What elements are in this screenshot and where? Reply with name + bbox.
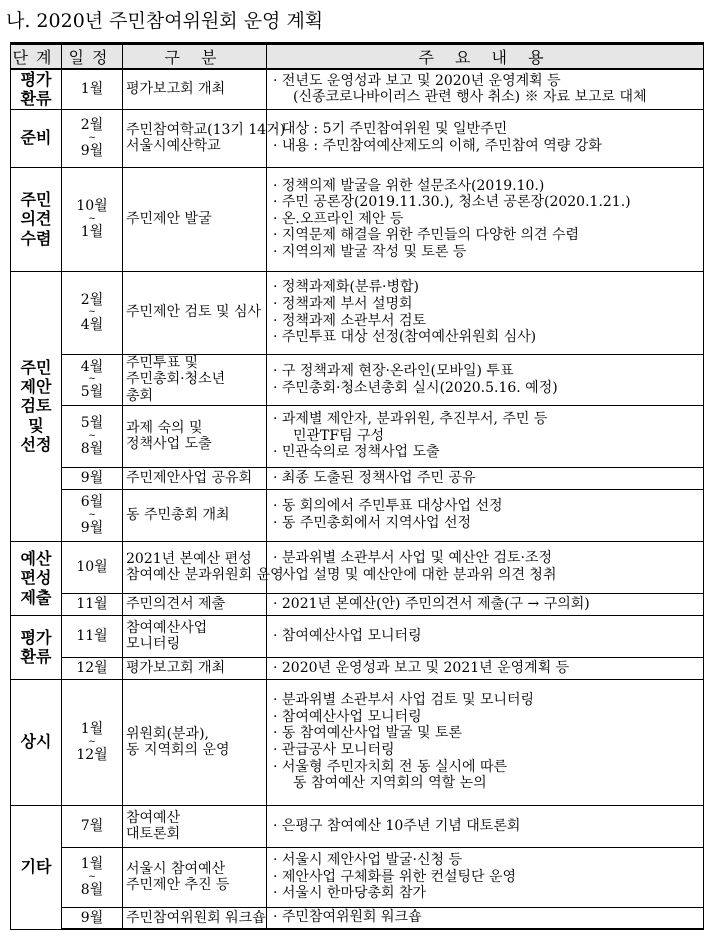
division-cell [123, 354, 267, 405]
table-row [11, 593, 704, 615]
table-row [11, 489, 704, 541]
division-cell [123, 405, 267, 467]
content-line: · 2020년 운영성과 보고 및 2021년 운영계획 등 [273, 659, 570, 676]
content-line: · 동 주민총회에서 지역사업 선정 [273, 515, 472, 531]
text-line: 12월 [76, 746, 108, 763]
text-line: 2월 [80, 291, 104, 308]
content-line: · 2021년 본예산(안) 주민의견서 제출(구 → 구의회) [273, 595, 590, 612]
content-line: · 은평구 참여예산 10주년 기념 대토론회 [273, 817, 521, 834]
content-line: · 지역의제 발굴 작성 및 토론 등 [273, 243, 467, 260]
text-line: 및 [28, 415, 44, 435]
tilde-mark: ~ [88, 374, 96, 384]
text-line: 주민투표 및 [126, 355, 199, 372]
text-line: 주민의견서 제출 [126, 595, 226, 612]
content-line: · 동 참여예산사업 발굴 및 토론 [273, 725, 462, 742]
schedule-cell [62, 69, 123, 109]
table-row [11, 805, 704, 847]
content-line: · 최종 도출된 정책사업 주민 공유 [273, 469, 476, 486]
tilde-mark: ~ [88, 871, 96, 882]
content-line: · 민관숙의로 정책사업 도출 [273, 444, 440, 461]
text-line: 환류 [20, 89, 52, 109]
content-line: · 전년도 운영성과 보고 및 2020년 운영계획 등 [273, 72, 561, 89]
division-cell [123, 615, 267, 657]
content-cell [267, 679, 704, 805]
content-line: · 정책의제 발굴을 위한 설문조사(2019.10.) [273, 177, 545, 194]
stage-cell [11, 615, 62, 679]
text-line: 참여예산사업 [126, 619, 208, 636]
content-line: · 분과위별 소관부서 사업 및 예산안 검토·조정 [273, 550, 553, 567]
header-division: 구 분 [123, 44, 267, 70]
text-line: 준비 [20, 128, 52, 148]
content-cell [267, 805, 704, 847]
content-line: · 주민참여위원회 워크숍 [273, 909, 422, 926]
division-cell [123, 657, 267, 679]
text-line: 동 주민총회 개최 [126, 506, 230, 523]
text-line: 9월 [80, 519, 104, 536]
content-line: · 지역문제 해결을 위한 주민들의 다양한 의견 수렴 [273, 227, 580, 244]
text-line: 위원회(분과), [126, 725, 209, 742]
text-line: 예산 [20, 549, 52, 569]
text-line: 서울시예산학교 [126, 138, 221, 154]
table-row [11, 271, 704, 354]
division-cell [123, 805, 267, 847]
text-line: 9월 [80, 142, 104, 159]
text-line: 8월 [80, 440, 104, 457]
schedule-cell [62, 657, 123, 679]
page-title: 나. 2020년 주민참여위원회 운영 계획 [6, 10, 324, 32]
content-cell [267, 405, 704, 467]
schedule-cell [62, 907, 123, 929]
text-line: 주민제안 검토 및 심사 [126, 304, 262, 321]
text-line: 주민참여학교(13기 14기) [126, 121, 286, 138]
text-line: 서울시 참여예산 [126, 860, 226, 877]
content-line: · 주민투표 대상 선정(참여예산위원회 심사) [273, 329, 537, 346]
text-line: 과제 숙의 및 [126, 419, 203, 436]
division-cell [123, 69, 267, 109]
text-line: 주민제안 추진 등 [126, 877, 230, 893]
content-line: · 정책과제 부서 설명회 [273, 295, 413, 312]
text-line: 주민제안사업 공유회 [126, 469, 253, 486]
content-line: · 제안사업 구체화를 위한 컨설팅단 운영 [273, 868, 517, 885]
tilde-mark: ~ [88, 132, 96, 143]
text-line: 10월 [76, 558, 108, 575]
division-cell [123, 679, 267, 805]
schedule-cell [62, 489, 123, 541]
stage-cell [11, 109, 62, 167]
division-cell [123, 847, 267, 907]
text-line: 모니터링 [126, 636, 181, 652]
stage-cell [11, 69, 62, 109]
schedule-cell [62, 354, 123, 405]
text-line: 7월 [80, 817, 104, 834]
stage-cell [11, 541, 62, 615]
table-row [11, 657, 704, 679]
table-row [11, 69, 704, 109]
division-cell [123, 167, 267, 271]
text-line: 6월 [80, 494, 104, 511]
content-line: · 정책과제 소관부서 검토 [273, 312, 427, 329]
text-line: 5월 [80, 415, 104, 432]
table-row [11, 167, 704, 271]
content-line: · 주민 공론장(2019.11.30.), 청소년 공론장(2020.1.21.) [273, 194, 631, 211]
text-line: 11월 [76, 627, 108, 644]
content-cell [267, 354, 704, 405]
text-line: 주민총회·청소년 [126, 371, 226, 388]
text-line: 1월 [80, 721, 104, 738]
content-line: · 대상 : 5기 주민참여위원 및 일반주민 [273, 121, 508, 138]
stage-cell [11, 167, 62, 271]
content-cell [267, 657, 704, 679]
text-line: 2021년 본예산 편성 [126, 550, 252, 567]
content-line: · 서울형 주민자치회 전 동 실시에 따른 [273, 758, 508, 775]
text-line: 5월 [80, 384, 104, 400]
stage-cell [11, 679, 62, 805]
text-line: 평가 [20, 70, 52, 90]
table-header-row [11, 44, 704, 70]
text-line: 상시 [20, 732, 52, 752]
content-cell [267, 109, 704, 167]
tilde-mark: ~ [88, 736, 96, 747]
text-line: 평가 [20, 627, 52, 647]
content-line: · 온.오프라인 제안 등 [273, 210, 404, 227]
text-line: 검토 [20, 396, 52, 416]
stage-cell [11, 805, 62, 929]
content-line: · 내용 : 주민참여예산제도의 이해, 주민참여 역량 강화 [273, 138, 602, 154]
text-line: 11월 [76, 595, 108, 612]
text-line: 9월 [80, 909, 104, 926]
table-row [11, 679, 704, 805]
content-line: · 서울시 한마당총회 참가 [273, 885, 427, 902]
text-line: 정책사업 도출 [126, 436, 212, 452]
division-cell [123, 109, 286, 167]
tilde-mark: ~ [88, 213, 96, 224]
content-line: · 과제별 제안자, 분과위원, 추진부서, 주민 등 [273, 411, 548, 428]
content-cell [267, 489, 704, 541]
content-cell [267, 615, 704, 657]
plan-table [10, 42, 704, 930]
text-line: 동 지역회의 운영 [126, 742, 230, 758]
header-stage: 단계 [11, 44, 62, 70]
schedule-cell [62, 847, 123, 907]
content-line: 동 참여예산 지역회의 역할 논의 [293, 775, 487, 792]
text-line: 9월 [80, 469, 104, 486]
content-cell [267, 271, 704, 354]
division-cell [123, 541, 284, 593]
schedule-cell [62, 405, 123, 467]
content-cell [267, 69, 704, 109]
content-cell [267, 847, 704, 907]
text-line: 제출 [20, 587, 52, 607]
plan-table-container [10, 42, 703, 930]
text-line: 참여예산 분과위원회 운영 [126, 567, 284, 583]
schedule-cell [62, 805, 123, 847]
table-row [11, 847, 704, 907]
header-content: 주 요 내 용 [267, 44, 704, 70]
schedule-cell [62, 679, 123, 805]
content-line: · 사업 설명 및 예산안에 대한 분과위 의견 청취 [273, 567, 557, 583]
text-line: 주민 [20, 358, 52, 378]
division-cell [123, 907, 267, 929]
content-cell [267, 541, 704, 593]
text-line: 1월 [80, 81, 104, 98]
text-line: 8월 [80, 881, 104, 898]
schedule-cell [62, 467, 123, 489]
tilde-mark: ~ [88, 307, 96, 317]
content-line: · 동 회의에서 주민투표 대상사업 선정 [273, 498, 503, 515]
content-line: · 서울시 제안사업 발굴·신청 등 [273, 852, 462, 869]
schedule-cell [62, 593, 123, 615]
text-line: 주민참여위원회 워크숍 [126, 909, 266, 926]
tilde-mark: ~ [88, 430, 96, 441]
text-line: 평가보고회 개최 [126, 659, 226, 676]
text-line: 주민 [20, 190, 52, 210]
text-line: 2월 [80, 117, 104, 134]
stage-cell [11, 271, 62, 541]
text-line: 수렴 [20, 228, 52, 248]
text-line: 4월 [80, 358, 104, 375]
text-line: 총회 [126, 387, 154, 404]
text-line: 기타 [20, 857, 52, 877]
table-row [11, 615, 704, 657]
division-cell [123, 489, 267, 541]
schedule-cell [62, 541, 123, 593]
division-cell [123, 593, 267, 615]
content-cell [267, 167, 704, 271]
text-line: 의견 [20, 209, 52, 229]
content-line: · 참여예산사업 모니터링 [273, 627, 422, 644]
text-line: 환류 [20, 647, 52, 666]
text-line: 제안 [20, 377, 52, 397]
table-row [11, 354, 704, 405]
text-line: 선정 [20, 434, 52, 454]
division-cell [123, 467, 267, 489]
text-line: 4월 [80, 317, 104, 333]
schedule-cell [62, 109, 123, 167]
text-line: 주민제안 발굴 [126, 210, 212, 227]
text-line: 편성 [20, 568, 52, 588]
text-line: 12월 [76, 659, 108, 676]
text-line: 1월 [80, 223, 104, 240]
content-line: · 참여예산사업 모니터링 [273, 708, 422, 725]
text-line: 평가보고회 개최 [126, 81, 226, 98]
content-line: · 정책과제화(분류·병합) [273, 279, 419, 296]
table-row [11, 109, 704, 167]
schedule-cell [62, 615, 123, 657]
text-line: 10월 [76, 198, 108, 215]
header-schedule: 일정 [62, 44, 123, 70]
table-row [11, 541, 704, 593]
text-line: 1월 [80, 856, 104, 873]
table-row [11, 467, 704, 489]
schedule-cell [62, 167, 123, 271]
schedule-cell [62, 271, 123, 354]
content-cell [267, 907, 704, 929]
content-line: · 주민총회·청소년총회 실시(2020.5.16. 예정) [273, 379, 558, 396]
table-row [11, 907, 704, 929]
division-cell [123, 271, 267, 354]
content-line: · 분과위별 소관부서 사업 검토 및 모니터링 [273, 692, 535, 709]
content-line: (신종코로나바이러스 관련 행사 취소) ※ 자료 보고로 대체 [293, 89, 647, 106]
content-cell [267, 467, 704, 489]
content-line: · 구 정책과제 현장·온라인(모바일) 투표 [273, 362, 514, 379]
tilde-mark: ~ [88, 509, 96, 520]
text-line: 대토론회 [126, 826, 181, 842]
content-cell [267, 593, 704, 615]
table-row [11, 405, 704, 467]
content-line: 민관TF팀 구성 [293, 427, 385, 444]
text-line: 참여예산 [126, 809, 181, 826]
content-line: · 관급공사 모니터링 [273, 742, 395, 758]
